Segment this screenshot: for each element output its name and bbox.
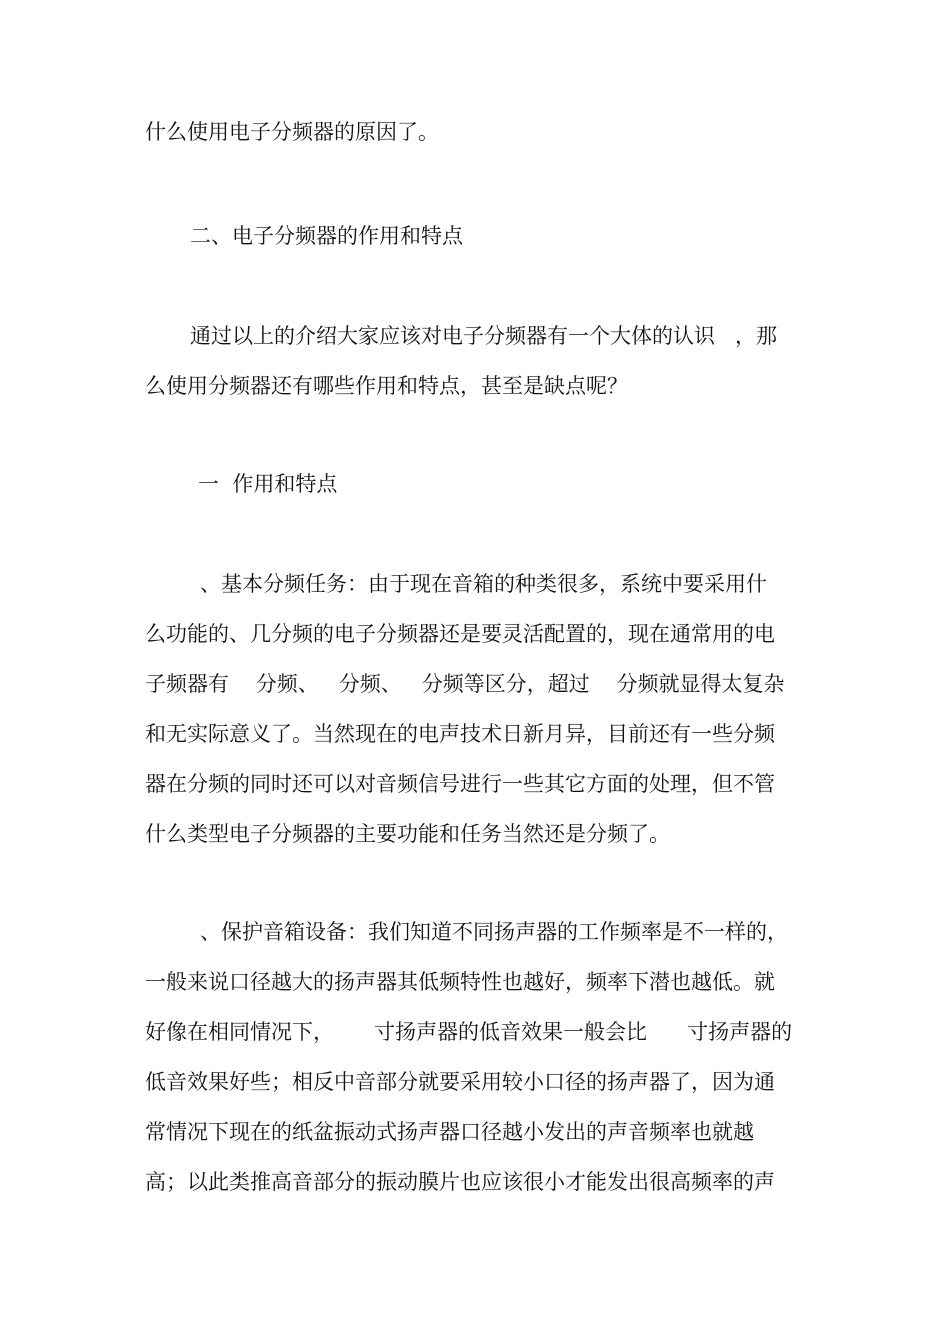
paragraph-line: 、保护音箱设备：我们知道不同扬声器的工作频率是不一样的， <box>200 920 788 944</box>
paragraph-line: 常情况下现在的纸盆振动式扬声器口径越小发出的声音频率也就越 <box>145 1120 754 1144</box>
paragraph-line: 什么类型电子分频器的主要功能和任务当然还是分频了。 <box>145 822 670 846</box>
paragraph-line: 、基本分频任务：由于现在音箱的种类很多，系统中要采用什 <box>200 572 767 596</box>
paragraph-line: 低音效果好些；相反中音部分就要采用较小口径的扬声器了，因为通 <box>145 1070 775 1094</box>
paragraph-line: 子频器有 分频、 分频、 分频等区分，超过 分频就显得太复杂 <box>145 672 785 696</box>
paragraph-line: 么使用分频器还有哪些作用和特点，甚至是缺点呢？ <box>145 374 628 398</box>
paragraph-line: 和无实际意义了。当然现在的电声技术日新月异，目前还有一些分频 <box>145 722 775 746</box>
paragraph-line: 好像在相同情况下， 寸扬声器的低音效果一般会比 寸扬声器的 <box>145 1020 793 1044</box>
paragraph-line: 高；以此类推高音部分的振动膜片也应该很小才能发出很高频率的声 <box>145 1170 775 1194</box>
subsection-heading: 一 作用和特点 <box>198 472 338 496</box>
paragraph-line: 么功能的、几分频的电子分频器还是要灵活配置的，现在通常用的电 <box>145 622 775 646</box>
paragraph-line: 一般来说口径越大的扬声器其低频特性也越好，频率下潜也越低。就 <box>145 970 775 994</box>
paragraph-line: 器在分频的同时还可以对音频信号进行一些其它方面的处理，但不管 <box>145 772 775 796</box>
paragraph-line: 通过以上的介绍大家应该对电子分频器有一个大体的认识 ，那 <box>190 324 778 348</box>
section-heading: 二、电子分频器的作用和特点 <box>190 224 463 248</box>
paragraph-line: 什么使用电子分频器的原因了。 <box>145 120 439 144</box>
